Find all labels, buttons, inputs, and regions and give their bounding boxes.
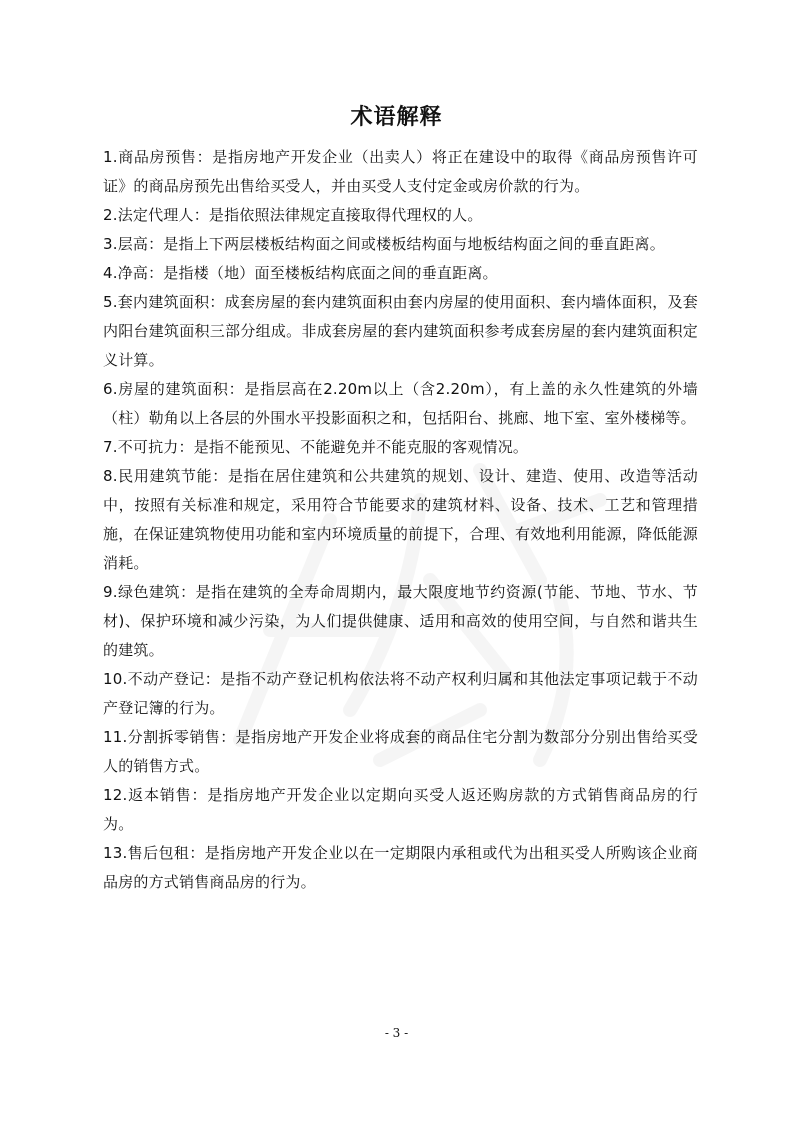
page-number: - 3 - (384, 1026, 409, 1040)
page-title: 术语解释 (350, 105, 443, 130)
term-item: 5.套内建筑面积：成套房屋的套内建筑面积由套内房屋的使用面积、套内墙体面积，及套内阳台建筑面积三部分组成。非成套房屋的套内建筑面积参考成套房屋的套内建筑面积定义计算。 (103, 293, 698, 369)
term-item: 3.层高：是指上下两层楼板结构面之间或楼板结构面与地板结构面之间的垂直距离。 (103, 235, 665, 253)
term-item: 2.法定代理人：是指依照法律规定直接取得代理权的人。 (103, 206, 483, 224)
term-item: 1.商品房预售：是指房地产开发企业（出卖人）将正在建设中的取得《商品房预售许可证》的商品房预先出售给买受人，并由买受人支付定金或房价款的行为。 (103, 148, 698, 195)
term-item: 7.不可抗力：是指不能预见、不能避免并不能克服的客观情况。 (103, 438, 529, 456)
term-item: 6.房屋的建筑面积：是指层高在2.20m以上（含2.20m），有上盖的永久性建筑的外墙（柱）勒角以上各层的外围水平投影面积之和，包括阳台、挑廊、地下室、室外楼梯等。 (103, 380, 698, 427)
terms-list (103, 143, 698, 897)
term-item: 8.民用建筑节能：是指在居住建筑和公共建筑的规划、设计、建造、使用、改造等活动中，按照有关标准和规定，采用符合节能要求的建筑材料、设备、技术、工艺和管理措施，在保证建筑物使用功能和室内环境质量的前提下，合理、有效地利用能源，降低能源消耗。 (103, 467, 698, 572)
term-item: 11.分割拆零销售：是指房地产开发企业将成套的商品住宅分割为数部分分别出售给买受人的销售方式。 (103, 728, 698, 775)
term-item: 10.不动产登记：是指不动产登记机构依法将不动产权利归属和其他法定事项记载于不动产登记簿的行为。 (103, 670, 698, 717)
term-item: 4.净高：是指楼（地）面至楼板结构底面之间的垂直距离。 (103, 264, 498, 282)
term-item: 12.返本销售：是指房地产开发企业以定期向买受人返还购房款的方式销售商品房的行为。 (103, 786, 698, 833)
term-item: 13.售后包租：是指房地产开发企业以在一定期限内承租或代为出租买受人所购该企业商品房的方式销售商品房的行为。 (103, 844, 698, 891)
term-item: 9.绿色建筑：是指在建筑的全寿命周期内，最大限度地节约资源(节能、节地、节水、节材)、保护环境和减少污染，为人们提供健康、适用和高效的使用空间，与自然和谐共生的建筑。 (103, 583, 698, 659)
